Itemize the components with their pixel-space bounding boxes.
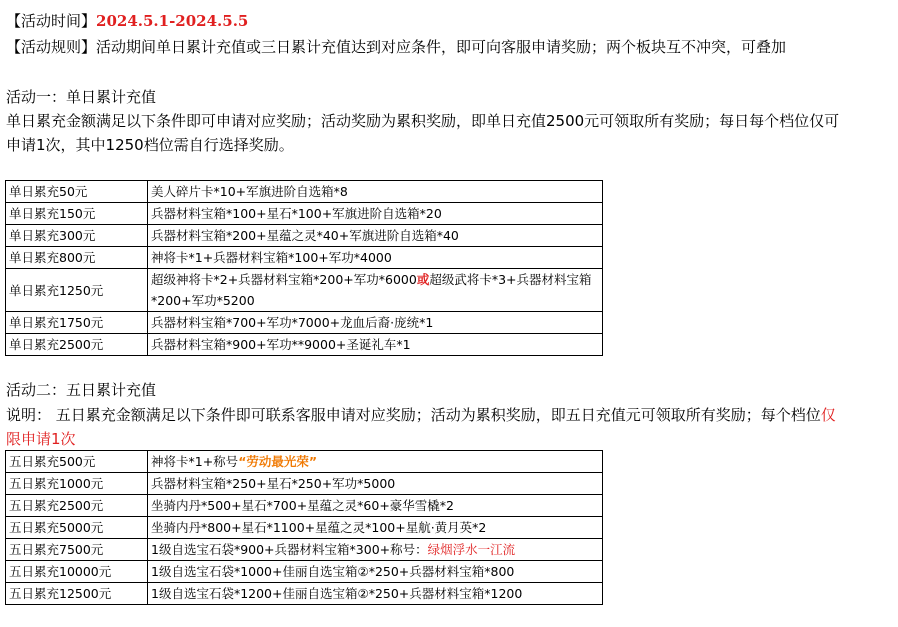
tier-cell: 五日累充5000元	[6, 517, 148, 539]
tier-cell: 五日累充1000元	[6, 473, 148, 495]
reward-cell: 坐骑内丹*500+星石*700+星蕴之灵*60+豪华雪橇*2	[148, 495, 603, 517]
table-row	[6, 247, 603, 269]
reward-cell: 兵器材料宝箱*250+星石*250+军功*5000	[148, 473, 603, 495]
reward-option-b-cont: *200+军功*5200	[151, 293, 255, 308]
table-row	[6, 451, 603, 473]
reward-cell	[148, 451, 603, 473]
table-row	[6, 583, 603, 605]
reward-text: 神将卡*1+称号	[151, 454, 239, 469]
tier-cell: 单日累充1750元	[6, 312, 148, 334]
table-row	[6, 517, 603, 539]
title-highlight: “劳动最光荣”	[238, 454, 318, 469]
section1-desc-line1: 单日累充金额满足以下条件即可申请对应奖励；活动奖励为累积奖励，即单日充值2500元可领取所有奖励；每日每个档位仅可	[6, 112, 840, 130]
reward-cell: 1级自选宝石袋*1200+佳丽自选宝箱②*250+兵器材料宝箱*1200	[148, 583, 603, 605]
tier-cell: 单日累充300元	[6, 225, 148, 247]
activity-rule-label: 【活动规则】	[6, 38, 97, 56]
table-row	[6, 495, 603, 517]
reward-text: 1级自选宝石袋*900+兵器材料宝箱*300+称号：	[151, 542, 428, 557]
tier-cell: 单日累充50元	[6, 181, 148, 203]
tier-cell: 单日累充2500元	[6, 334, 148, 356]
tier-cell: 五日累充7500元	[6, 539, 148, 561]
section2-desc-red: 仅	[820, 406, 836, 424]
reward-cell: 神将卡*1+兵器材料宝箱*100+军功*4000	[148, 247, 603, 269]
section2-desc-line2: 限申请1次	[6, 430, 76, 448]
section2-title: 活动二：五日累计充值	[6, 381, 157, 399]
tier-cell: 单日累充150元	[6, 203, 148, 225]
section1-title: 活动一：单日累计充值	[6, 88, 157, 106]
tier-cell: 单日累充1250元	[6, 269, 148, 312]
reward-cell: 兵器材料宝箱*100+星石*100+军旗进阶自选箱*20	[148, 203, 603, 225]
tier-cell: 五日累充10000元	[6, 561, 148, 583]
or-label: 或	[416, 272, 430, 287]
tier-cell: 五日累充12500元	[6, 583, 148, 605]
table-row	[6, 312, 603, 334]
reward-cell	[148, 539, 603, 561]
reward-option-a: 超级神将卡*2+兵器材料宝箱*200+军功*6000	[151, 272, 417, 287]
table-row	[6, 225, 603, 247]
table-row	[6, 181, 603, 203]
reward-cell: 兵器材料宝箱*900+军功**9000+圣诞礼车*1	[148, 334, 603, 356]
table-row	[6, 203, 603, 225]
section1-desc-line2: 申请1次，其中1250档位需自行选择奖励。	[6, 136, 294, 154]
tier-cell: 单日累充800元	[6, 247, 148, 269]
reward-cell: 坐骑内丹*800+星石*1100+星蕴之灵*100+星航·黄月英*2	[148, 517, 603, 539]
activity-rule-text: 活动期间单日累计充值或三日累计充值达到对应条件，即可向客服申请奖励；两个板块互不冲突，可叠加	[96, 38, 787, 56]
table-row	[6, 334, 603, 356]
reward-cell: 兵器材料宝箱*200+星蕴之灵*40+军旗进阶自选箱*40	[148, 225, 603, 247]
reward-cell: 1级自选宝石袋*1000+佳丽自选宝箱②*250+兵器材料宝箱*800	[148, 561, 603, 583]
reward-option-b: 超级武将卡*3+兵器材料宝箱	[429, 272, 592, 287]
tier-cell: 五日累充2500元	[6, 495, 148, 517]
table-row	[6, 561, 603, 583]
table-row	[6, 539, 603, 561]
section1-table	[5, 180, 603, 356]
title-highlight: 绿烟浮水一江流	[427, 542, 516, 557]
tier-cell: 五日累充500元	[6, 451, 148, 473]
reward-cell	[148, 269, 603, 312]
activity-rule-line	[6, 36, 786, 58]
activity-time-value: 2024.5.1-2024.5.5	[96, 12, 249, 30]
reward-cell: 美人碎片卡*10+军旗进阶自选箱*8	[148, 181, 603, 203]
section2-table	[5, 450, 603, 605]
activity-time-line	[6, 10, 248, 32]
reward-cell: 兵器材料宝箱*700+军功*7000+龙血后裔·庞统*1	[148, 312, 603, 334]
section2-desc-text: 说明： 五日累充金额满足以下条件即可联系客服申请对应奖励；活动为累积奖励，即五日充值元可领取所有奖励；每个档位	[6, 406, 821, 424]
section2-desc-line1	[6, 404, 836, 426]
table-row	[6, 473, 603, 495]
activity-time-label: 【活动时间】	[6, 12, 97, 30]
table-row	[6, 269, 603, 312]
